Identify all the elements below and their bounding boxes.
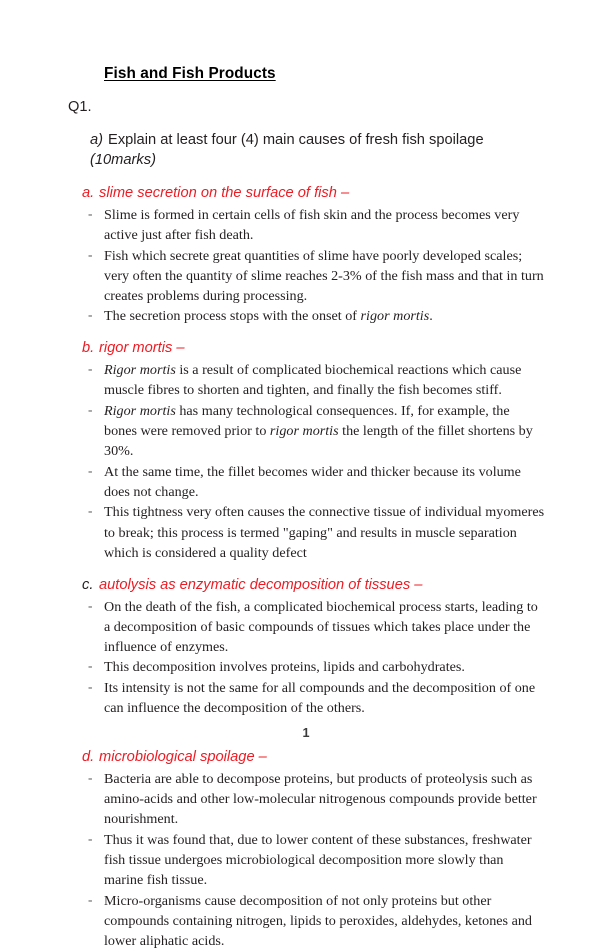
bullet-item — [88, 657, 546, 677]
bullet-text: has many technological consequences. If, for example, the bones were removed prior to — [104, 403, 510, 440]
bullet-text: On the death of the fish, a complicated biochemical process starts, leading to a decomposition of basic compounds of tissues which takes place under the influence of enzymes. — [104, 598, 538, 655]
cause-ordinal: b. — [82, 340, 95, 357]
bullet-text: Fish which secrete great quantities of slime have poorly developed scales; very often the quantity of slime reaches 2-3% of the fish mass and that in turn creates problems during processing. — [104, 247, 544, 304]
question-label: Q1. — [68, 99, 92, 116]
bullet-item — [88, 769, 546, 829]
bullet-dash-icon: - — [88, 831, 93, 847]
document-body — [68, 64, 546, 951]
cause-heading-text: microbiological spoilage – — [99, 749, 267, 766]
bullet-text: Slime is formed in certain cells of fish skin and the process becomes very active just after fish death. — [104, 206, 520, 243]
bullet-dash-icon: - — [88, 307, 93, 323]
cause-ordinal: c. — [82, 576, 94, 593]
cause-heading — [82, 339, 546, 358]
bullet-item — [88, 830, 546, 890]
bullet-item — [88, 678, 546, 718]
bullet-text: . — [429, 308, 433, 325]
cause-bullet-list — [88, 360, 546, 562]
bullet-item — [88, 246, 546, 306]
bullet-dash-icon: - — [88, 205, 93, 221]
bullet-dash-icon: - — [88, 770, 93, 786]
bullet-item — [88, 205, 546, 245]
page-title: Fish and Fish Products — [104, 65, 276, 82]
cause-heading — [82, 748, 546, 767]
bullet-item — [88, 891, 546, 951]
bullet-text: the length of the fillet shortens by 30%. — [104, 423, 533, 460]
bullet-text: The secretion process stops with the onset of — [104, 308, 361, 325]
bullet-text: is a result of complicated biochemical reactions which cause muscle fibres to shorten and tighten, and finally the fish becomes stiff. — [104, 362, 522, 399]
bullet-dash-icon: - — [88, 402, 93, 418]
subquestion-marker: a) — [90, 132, 104, 149]
cause-bullet-list — [88, 597, 546, 718]
bullet-text: Micro-organisms cause decomposition of not only proteins but other compounds containing nitrogen, lipids to peroxides, aldehydes, ketones and lower aliphatic acids. — [104, 892, 532, 949]
footer-page-number: 1 — [302, 726, 310, 740]
bullet-text-emphasis: Rigor mortis — [104, 403, 176, 420]
bullet-item — [88, 462, 546, 502]
bullet-dash-icon: - — [88, 597, 93, 613]
bullet-text: At the same time, the fillet becomes wider and thicker because its volume does not change. — [104, 463, 521, 500]
bullet-dash-icon: - — [88, 679, 93, 695]
cause-heading-text: slime secretion on the surface of fish – — [99, 184, 350, 201]
bullet-text-emphasis: Rigor mortis — [104, 362, 176, 379]
cause-ordinal: d. — [82, 749, 95, 766]
bullet-dash-icon: - — [88, 361, 93, 377]
causes-list — [68, 184, 546, 951]
bullet-dash-icon: - — [88, 658, 93, 674]
bullet-dash-icon: - — [88, 246, 93, 262]
bullet-dash-icon: - — [88, 891, 93, 907]
bullet-dash-icon: - — [88, 462, 93, 478]
bullet-item — [88, 360, 546, 400]
cause-heading — [82, 576, 546, 595]
cause-bullet-list — [88, 205, 546, 326]
bullet-text: Bacteria are able to decompose proteins, but products of proteolysis such as amino-acids and other low-molecular nitrogenous compounds provide better nourishment. — [104, 771, 537, 828]
cause-heading-text: autolysis as enzymatic decomposition of tissues – — [99, 576, 423, 593]
subquestion-marks: (10marks) — [90, 152, 156, 169]
cause-bullet-list — [88, 769, 546, 951]
bullet-item — [88, 502, 546, 562]
bullet-text-emphasis: rigor mortis — [269, 423, 339, 440]
bullet-text: This tightness very often causes the connective tissue of individual myomeres to break; this process is termed "gaping" and results in muscle separation which is considered a quality defect — [104, 504, 545, 561]
bullet-dash-icon: - — [88, 503, 93, 519]
cause-heading — [82, 184, 546, 203]
bullet-text: This decomposition involves proteins, lipids and carbohydrates. — [104, 659, 465, 676]
bullet-text-emphasis: rigor mortis — [360, 308, 430, 325]
subquestion-a — [90, 131, 546, 171]
bullet-item — [88, 597, 546, 657]
bullet-text: Thus it was found that, due to lower content of these substances, freshwater fish tissue undergoes microbiological decomposition more slowly than marine fish tissue. — [104, 832, 532, 889]
bullet-item — [88, 401, 546, 461]
bullet-text: Its intensity is not the same for all compounds and the decomposition of one can influence the decomposition of the others. — [104, 680, 536, 717]
cause-heading-text: rigor mortis – — [99, 340, 185, 357]
bullet-item — [88, 306, 546, 326]
cause-ordinal: a. — [82, 184, 95, 201]
subquestion-text: Explain at least four (4) main causes of fresh fish spoilage — [108, 132, 484, 149]
